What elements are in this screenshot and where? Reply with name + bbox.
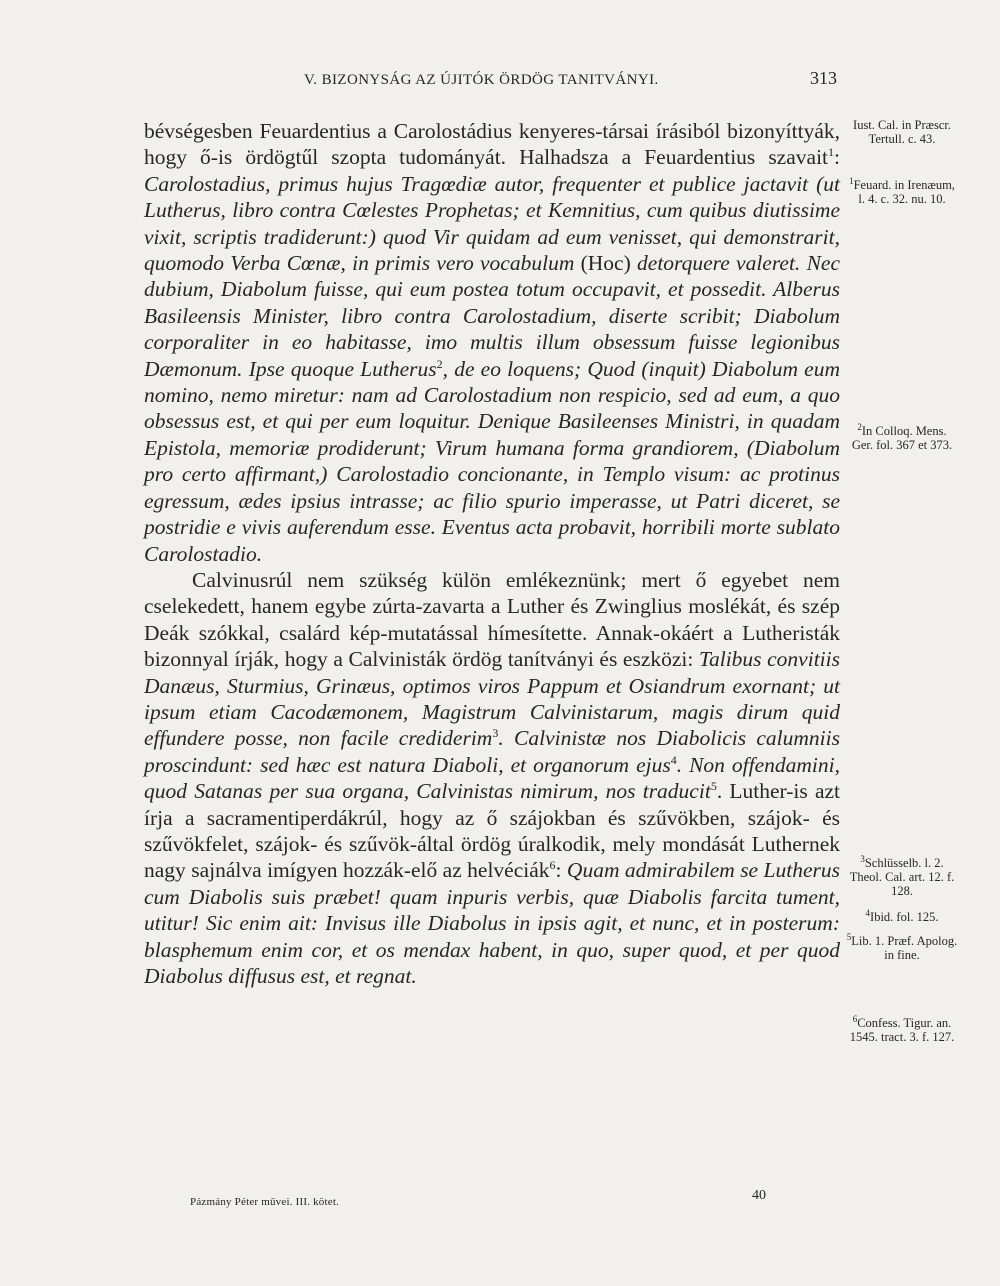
margin-note-6: $^6$Confess. Tigur. an. 1545. tract. 3. f. 127. — [849, 1013, 955, 1044]
footnote-ref: 5 — [710, 779, 717, 793]
text-run: bévségesben Feuardentius a Carolostádius kenyeres-társai írásiból bizonyíttyák, hogy ő-is ördögtűl szopta tudományát. Halhadsza a Feuardentius szavait — [144, 119, 840, 170]
latin-quote: Carolostadius, primus hujus Tragœdiæ autor, frequenter et publice jactavit (ut Lutherus, libro contra Cœlestes Prophetas; et Kemnitius, cum quibus diutissime vixit, scriptis tradiderunt:) quod Vir quidam ad eum venisset, qui demonstrarit, quomodo Verba Cœnæ, in primis vero vocabulum — [144, 171, 840, 276]
page-header — [0, 68, 1000, 96]
margin-note-5: $^5$Lib. 1. Præf. Apolog. in fine. — [846, 931, 958, 962]
footnote-ref: 6 — [549, 858, 556, 873]
latin-quote: . Non offendamini, quod Satanas per sua organa, Calvinistas nimirum, nos traducit — [144, 752, 840, 804]
text-run: (Hoc) — [574, 251, 638, 276]
signature-mark: 40 — [752, 1188, 766, 1203]
running-head: V. BIZONYSÁG AZ ÚJITÓK ÖRDÖG TANITVÁNYI. — [304, 72, 659, 88]
text-run: Calvinusrúl nem szükség külön emlékeznünk; mert ő egyebet nem cselekedett, hanem egybe zúrta-zavarta a Luther és Zwinglius moslékát, és szép Deák szókkal, csalárd kép-mutatással hímesítette. Annak-okáért a Lutheristák bizonnyal írják, hogy a Calvinisták ördög tanítványi és eszközi: — [144, 567, 840, 672]
footer-imprint: Pázmány Péter művei. III. kötet. — [190, 1196, 340, 1208]
margin-note-4: $^4$Ibid. fol. 125. — [865, 907, 939, 924]
main-text — [144, 118, 840, 989]
footnote-ref: 3 — [492, 726, 499, 741]
footnote-ref: 1 — [828, 145, 835, 160]
margin-note-1: $^1$Feuard. in Irenæum, l. 4. c. 32. nu. 10. — [849, 175, 955, 206]
text-run: . Luther-is azt írja a sacramentiperdákrúl, hogy az ő szájokban és szűvökben, szájok- és szűvökfelet, szájok- és szűvök-által ördög úralkodik, mely mondását Luthernek nagy sajnálva imígyen hozzák-elő az helvéciák — [144, 779, 841, 883]
latin-quote: , de eo loquens; Quod (inquit) Diabolum eum nomino, nemo miretur: nam ad Carolostadium non respicio, sed ad eum, a quo obsessus est, et qui per eum loquitur. Denique Basileenses Ministri, in quadam Epistola, memoriæ prodiderunt; Virum humana forma grandiorem, (Diabolum pro certo affirmant,) Carolostadio concionante, in Templo visum: ac protinus egressum, ædes ipsius intrasse; ac filio spurio imperasse, ut Patri diceret, se postridie e vivis auferendum esse. Eventus acta probavit, horribili morte sublato Carolostadio. — [144, 356, 840, 566]
margin-note: Iust. Cal. in Præscr. Tertull. c. 43. — [853, 118, 951, 146]
latin-quote: Talibus convitiis Danæus, Sturmius, Grinæus, optimos viros Pappum et Osiandrum exornant; ut ipsum etiam Cacodæmonem, Magistrum Calvinistarum, magis dirum quid effundere posse, non facile crediderim — [144, 647, 840, 751]
latin-quote: Quam admirabilem se Lutherus cum Diabolis suis præbet! quam inpuris verbis, quæ Diabolis farcita tument, utitur! Sic enim ait: Invisus ille Diabolus in ipsis agit, et nunc, et in posterum: blasphemum enim cor, et os mendax habent, in quo, super quod, et per quod Diabolus diffusus est, et regnat. — [144, 858, 840, 988]
margin-note-2: $^2$In Colloq. Mens. Ger. fol. 367 et 373. — [851, 421, 953, 452]
text-run: : — [834, 145, 840, 170]
footnote-ref: 2 — [436, 356, 443, 371]
text-run: : — [555, 858, 567, 883]
latin-quote: detorquere valeret. Nec dubium, Diabolum fuisse, qui eum postea totum occupavit, et possedit. Alberus Basileensis Minister, libro contra Carolostadium, diserte scribit; Diabolum corporaliter in eo habitasse, imo multis illum obsessum fuisse legionibus Dæmonum. Ipse quoque Lutherus — [144, 251, 840, 381]
paragraph-calvinus — [144, 567, 840, 990]
paragraph-feuardentius — [144, 118, 840, 567]
page-number: 313 — [810, 68, 837, 88]
margin-note-3: $^3$Schlüsselb. l. 2. Theol. Cal. art. 12. f. 128. — [849, 853, 955, 898]
latin-quote: . Calvinistæ nos Diabolicis calumniis proscindunt: sed hæc est natura Diaboli, et organorum ejus — [144, 726, 840, 777]
footnote-ref: 4 — [670, 752, 677, 767]
